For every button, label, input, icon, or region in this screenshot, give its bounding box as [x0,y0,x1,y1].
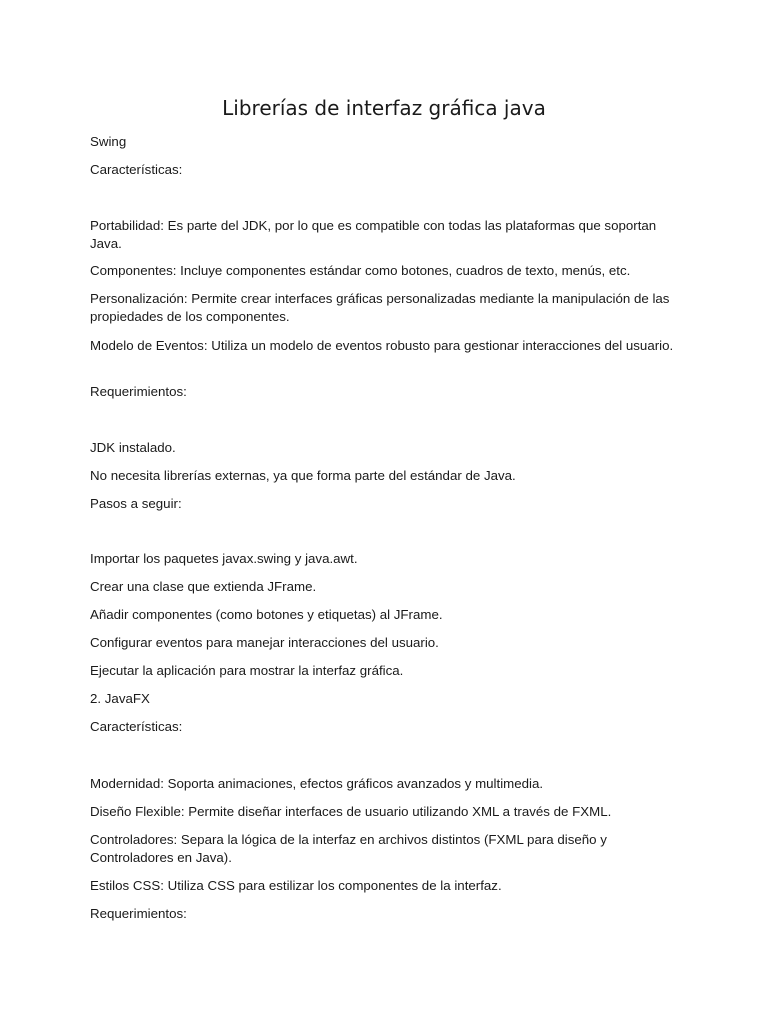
paragraph-swing: Swing [90,134,127,149]
paragraph-requerimientos: Requerimientos: [90,384,187,399]
paragraph-jdk-instalado: JDK instalado. [90,440,176,455]
paragraph-caracteristicas: Características: [90,162,183,177]
paragraph-estilos-css: Estilos CSS: Utiliza CSS para estilizar los componentes de la interfaz. [90,878,502,893]
paragraph-modelo-eventos: Modelo de Eventos: Utiliza un modelo de eventos robusto para gestionar interacciones del usuario. [90,338,674,353]
paragraph-controladores: Controladores: Separa la lógica de la interfaz en archivos distintos (FXML para diseño y Controladores en Java). [90,832,607,865]
paragraph-requerimientos-2: Requerimientos: [90,906,187,921]
paragraph-diseno-flexible: Diseño Flexible: Permite diseñar interfaces de usuario utilizando XML a través de FXML. [90,804,612,819]
paragraph-anadir-componentes: Añadir componentes (como botones y etiquetas) al JFrame. [90,607,443,622]
paragraph-configurar-eventos: Configurar eventos para manejar interacciones del usuario. [90,635,439,650]
paragraph-modernidad: Modernidad: Soporta animaciones, efectos gráficos avanzados y multimedia. [90,776,544,791]
paragraph-crear-clase: Crear una clase que extienda JFrame. [90,579,317,594]
paragraph-portabilidad: Portabilidad: Es parte del JDK, por lo que es compatible con todas las plataformas que soportan Java. [90,218,657,251]
paragraph-componentes: Componentes: Incluye componentes estándar como botones, cuadros de texto, menús, etc. [90,263,631,278]
paragraph-no-necesita: No necesita librerías externas, ya que forma parte del estándar de Java. [90,468,516,483]
paragraph-personalizacion: Personalización: Permite crear interfaces gráficas personalizadas mediante la manipulación de las propiedades de los componentes. [90,291,670,324]
paragraph-caracteristicas-2: Características: [90,719,183,734]
document-title: Librerías de interfaz gráfica java [222,96,546,120]
paragraph-importar: Importar los paquetes javax.swing y java.awt. [90,551,358,566]
paragraph-ejecutar: Ejecutar la aplicación para mostrar la interfaz gráfica. [90,663,404,678]
paragraph-pasos: Pasos a seguir: [90,496,182,511]
paragraph-javafx: 2. JavaFX [90,691,150,706]
